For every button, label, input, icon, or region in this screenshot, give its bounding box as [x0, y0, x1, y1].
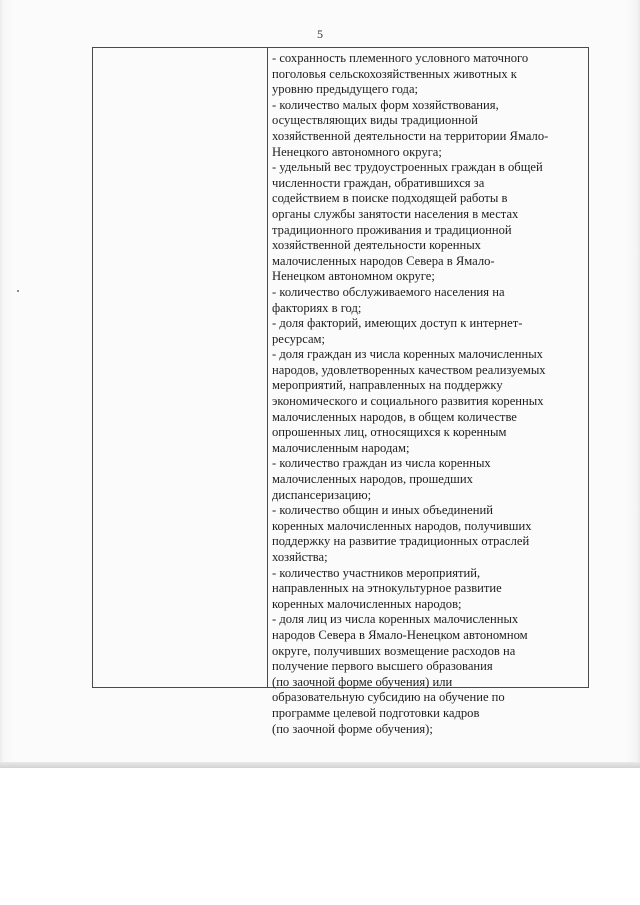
- text-line: коренных малочисленных народов, получивших: [272, 518, 532, 533]
- text-line: малочисленных народов, в общем количестве: [272, 409, 517, 424]
- text-line: поддержку на развитие традиционных отраслей: [272, 534, 530, 549]
- text-line: опрошенных лиц, относящихся к коренным: [272, 425, 507, 440]
- text-line: (по заочной форме обучения);: [272, 721, 433, 736]
- text-line: - доля граждан из числа коренных малочисленных: [272, 347, 543, 362]
- text-line: хозяйственной деятельности коренных: [272, 238, 481, 253]
- text-line: малочисленных народов, прошедших: [272, 472, 473, 487]
- text-line: хозяйственной деятельности на территории Ямало-: [272, 128, 549, 143]
- table-cell-indicators: [268, 48, 588, 736]
- text-line: народов, удовлетворенных качеством реализуемых: [272, 362, 546, 377]
- scan-speck: [17, 290, 19, 292]
- text-line: уровню предыдущего года;: [272, 82, 419, 97]
- text-line: Ненецком автономном округе;: [272, 269, 435, 284]
- text-line: поголовья сельскохозяйственных животных к: [272, 66, 517, 81]
- text-line: образовательную субсидию на обучение по: [272, 690, 505, 705]
- text-line: органы службы занятости населения в местах: [272, 206, 519, 221]
- text-line: традиционного проживания и традиционной: [272, 222, 512, 237]
- text-line: программе целевой подготовки кадров: [272, 705, 480, 720]
- document-table: [92, 47, 589, 736]
- text-line: Ненецкого автономного округа;: [272, 144, 442, 159]
- text-line: факториях в год;: [272, 300, 362, 315]
- text-line: содействием в поиске подходящей работы в: [272, 191, 508, 206]
- text-line: - количество малых форм хозяйствования,: [272, 97, 499, 112]
- text-line: - количество общин и иных объединений: [272, 503, 493, 518]
- text-line: - количество граждан из числа коренных: [272, 456, 491, 471]
- text-line: малочисленных народов Севера в Ямало-: [272, 253, 495, 268]
- scan-bottom-edge: [0, 762, 640, 768]
- text-line: - доля факторий, имеющих доступ к интернет-: [272, 316, 523, 331]
- text-line: коренных малочисленных народов;: [272, 596, 462, 611]
- text-line: экономического и социального развития коренных: [272, 394, 544, 409]
- text-line: осуществляющих виды традиционной: [272, 113, 478, 128]
- table-cell-left-empty: [93, 48, 267, 687]
- text-line: - удельный вес трудоустроенных граждан в общей: [272, 160, 543, 175]
- text-line: - сохранность племенного условного маточного: [272, 51, 529, 65]
- text-line: хозяйства;: [272, 550, 328, 564]
- page-number: 5: [317, 27, 323, 41]
- text-line: численности граждан, обратившихся за: [272, 175, 485, 190]
- text-line: получение первого высшего образования: [272, 659, 493, 674]
- text-line: малочисленным народам;: [272, 440, 410, 455]
- text-line: - количество обслуживаемого населения на: [272, 284, 505, 299]
- text-line: народов Севера в Ямало-Ненецком автономном: [272, 627, 528, 642]
- text-line: - количество участников мероприятий,: [272, 565, 481, 580]
- text-line: диспансеризацию;: [272, 487, 372, 502]
- text-line: (по заочной форме обучения) или: [272, 674, 453, 689]
- text-line: ресурсам;: [272, 331, 326, 346]
- text-line: направленных на этнокультурное развитие: [272, 581, 502, 596]
- text-line: мероприятий, направленных на поддержку: [272, 378, 503, 393]
- text-line: - доля лиц из числа коренных малочисленных: [272, 612, 519, 627]
- text-line: округе, получивших возмещение расходов на: [272, 643, 516, 658]
